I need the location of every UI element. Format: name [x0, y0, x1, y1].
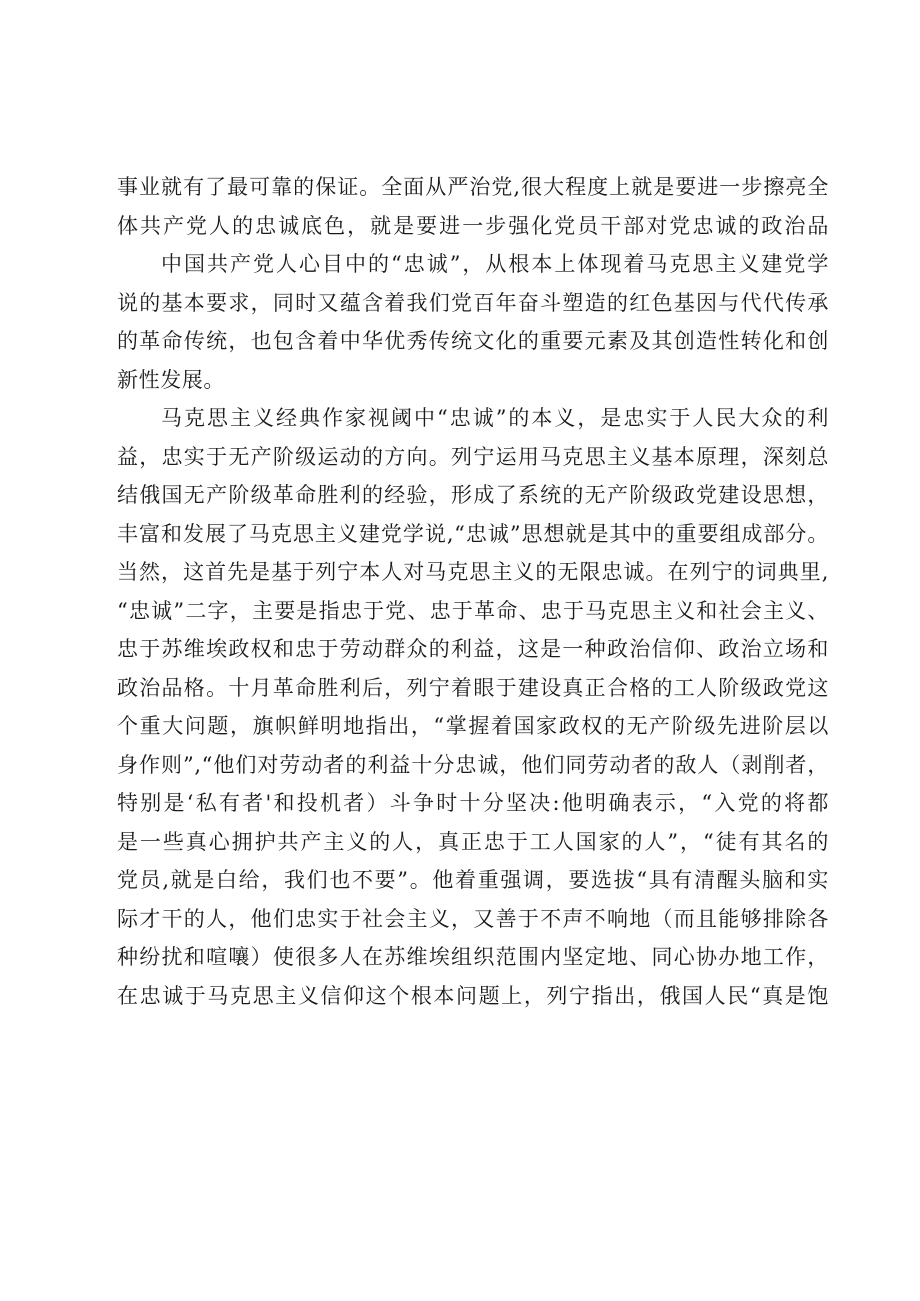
text-line: 种纷扰和喧嚷）使很多人在苏维埃组织范围内坚定地、同心协办地工作，	[117, 945, 829, 969]
paragraph-start-line: 马克思主义经典作家视阈中“忠诚”的本义，是忠实于人民大众的利	[161, 406, 829, 430]
text-line: 当然，这首先是基于列宁本人对马克思主义的无限忠诚。在列宁的词典里,	[117, 560, 829, 584]
text-line: 特别是‘私有者'和投机者）斗争时十分坚决:他明确表示，“入党的将都	[117, 791, 829, 815]
text-line: 结俄国无产阶级革命胜利的经验，形成了系统的无产阶级政党建设思想，	[117, 483, 829, 507]
text-line: 个重大问题，旗帜鲜明地指出，“掌握着国家政权的无产阶级先进阶层以	[117, 714, 829, 738]
text-line: 忠于苏维埃政权和忠于劳动群众的利益，这是一种政治信仰、政治立场和	[117, 637, 829, 661]
body-text	[117, 168, 829, 1015]
text-line: 事业就有了最可靠的保证。全面从严治党,很大程度上就是要进一步擦亮全	[117, 175, 829, 199]
text-line: 说的基本要求，同时又蕴含着我们党百年奋斗塑造的红色基因与代代传承	[117, 290, 829, 315]
text-line: 党员,就是白给，我们也不要”。他着重强调，要选拔“具有清醒头脑和实	[117, 868, 829, 892]
text-line: 丰富和发展了马克思主义建党学说,“忠诚”思想就是其中的重要组成部分。	[117, 521, 829, 546]
paragraph-end-line: 新性发展。	[117, 367, 225, 392]
text-line: 体共产党人的忠诚底色，就是要进一步强化党员干部对党忠诚的政治品	[117, 213, 829, 238]
text-line: 在忠诚于马克思主义信仰这个根本问题上，列宁指出，俄国人民“真是饱	[117, 983, 829, 1008]
text-line: 身作则”,“他们对劳动者的利益十分忠诚，他们同劳动者的敌人（剥削者，	[117, 752, 829, 777]
paragraph-start-line: 中国共产党人心目中的“忠诚”，从根本上体现着马克思主义建党学	[161, 252, 829, 276]
text-line: 是一些真心拥护共产主义的人，真正忠于工人国家的人”，“徒有其名的	[117, 829, 829, 854]
text-line: 际才干的人，他们忠实于社会主义，又善于不声不响地（而且能够排除各	[117, 906, 829, 931]
text-line: 益，忠实于无产阶级运动的方向。列宁运用马克思主义基本原理，深刻总	[117, 444, 829, 469]
text-line: “忠诚”二字，主要是指忠于党、忠于革命、忠于马克思主义和社会主义、	[117, 598, 829, 623]
text-line: 政治品格。十月革命胜利后，列宁着眼于建设真正合格的工人阶级政党这	[117, 675, 829, 700]
text-line: 的革命传统，也包含着中华优秀传统文化的重要元素及其创造性转化和创	[117, 329, 829, 353]
